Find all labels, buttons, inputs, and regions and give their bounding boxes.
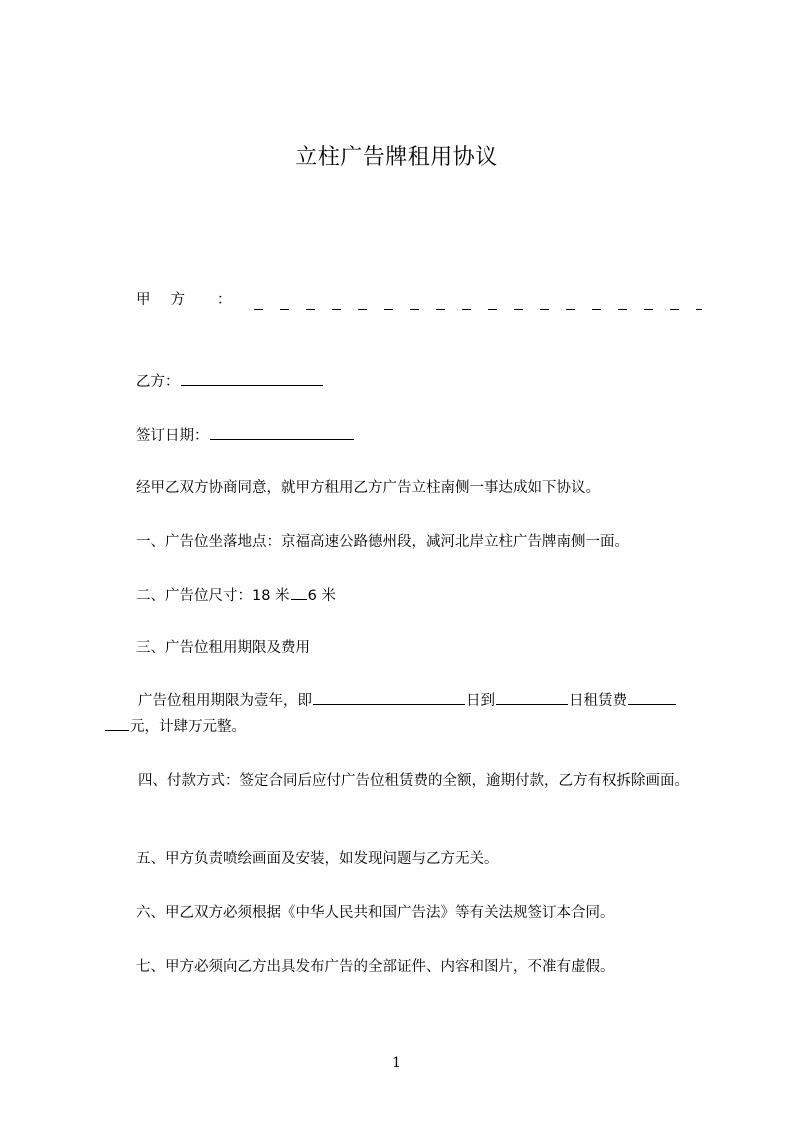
party-a-label: 甲方 bbox=[136, 292, 205, 308]
clause-3-line-2 bbox=[104, 714, 702, 740]
sign-date-blank bbox=[210, 425, 354, 440]
clause-3-text-d: 元，计肆万元整。 bbox=[130, 719, 246, 735]
clause-4: 四、付款方式：签定合同后应付广告位租赁费的全额，逾期付款，乙方有权拆除画面。 bbox=[138, 773, 689, 789]
clause-6: 六、甲乙双方必须根据《中华人民共和国广告法》等有关法规签订本合同。 bbox=[136, 905, 615, 921]
clause-3-title: 三、广告位租用期限及费用 bbox=[136, 640, 310, 656]
sign-date-label: 签订日期： bbox=[136, 428, 209, 444]
clause-2-blank bbox=[291, 585, 307, 600]
start-date-blank bbox=[313, 690, 465, 705]
clause-2 bbox=[136, 585, 702, 606]
party-a-line bbox=[136, 290, 702, 310]
party-a-blank bbox=[254, 292, 703, 310]
party-a-colon: ： bbox=[217, 292, 232, 308]
clause-3-text-a: 广告位租用期限为壹年，即 bbox=[138, 693, 312, 709]
page-number: 1 bbox=[392, 1055, 401, 1071]
end-date-blank bbox=[496, 690, 568, 705]
fee-blank-1 bbox=[628, 690, 676, 705]
clause-7: 七、甲方必须向乙方出具发布广告的全部证件、内容和图片，不准有虚假。 bbox=[136, 959, 615, 975]
clause-3-text-b: 日到 bbox=[466, 693, 495, 709]
clause-3-text bbox=[104, 688, 702, 740]
party-b-label: 乙方： bbox=[136, 374, 180, 390]
party-b-blank bbox=[181, 371, 323, 386]
fee-blank-2 bbox=[105, 716, 129, 731]
preamble: 经甲乙双方协商同意，就甲方租用乙方广告立柱南侧一事达成如下协议。 bbox=[136, 480, 600, 496]
party-b-line bbox=[136, 371, 702, 392]
clause-5: 五、甲方负责喷绘画面及安装，如发现问题与乙方无关。 bbox=[136, 851, 499, 867]
clause-2-suffix: 6 米 bbox=[307, 588, 336, 604]
clause-1: 一、广告位坐落地点：京福高速公路德州段，减河北岸立柱广告牌南侧一面。 bbox=[136, 534, 629, 550]
clause-3-line-1 bbox=[104, 688, 702, 714]
sign-date-line bbox=[136, 425, 702, 446]
document-title: 立柱广告牌租用协议 bbox=[295, 145, 498, 170]
clause-3-text-c: 日租赁费 bbox=[569, 693, 627, 709]
clause-2-prefix: 二、广告位尺寸：18 米 bbox=[136, 588, 290, 604]
